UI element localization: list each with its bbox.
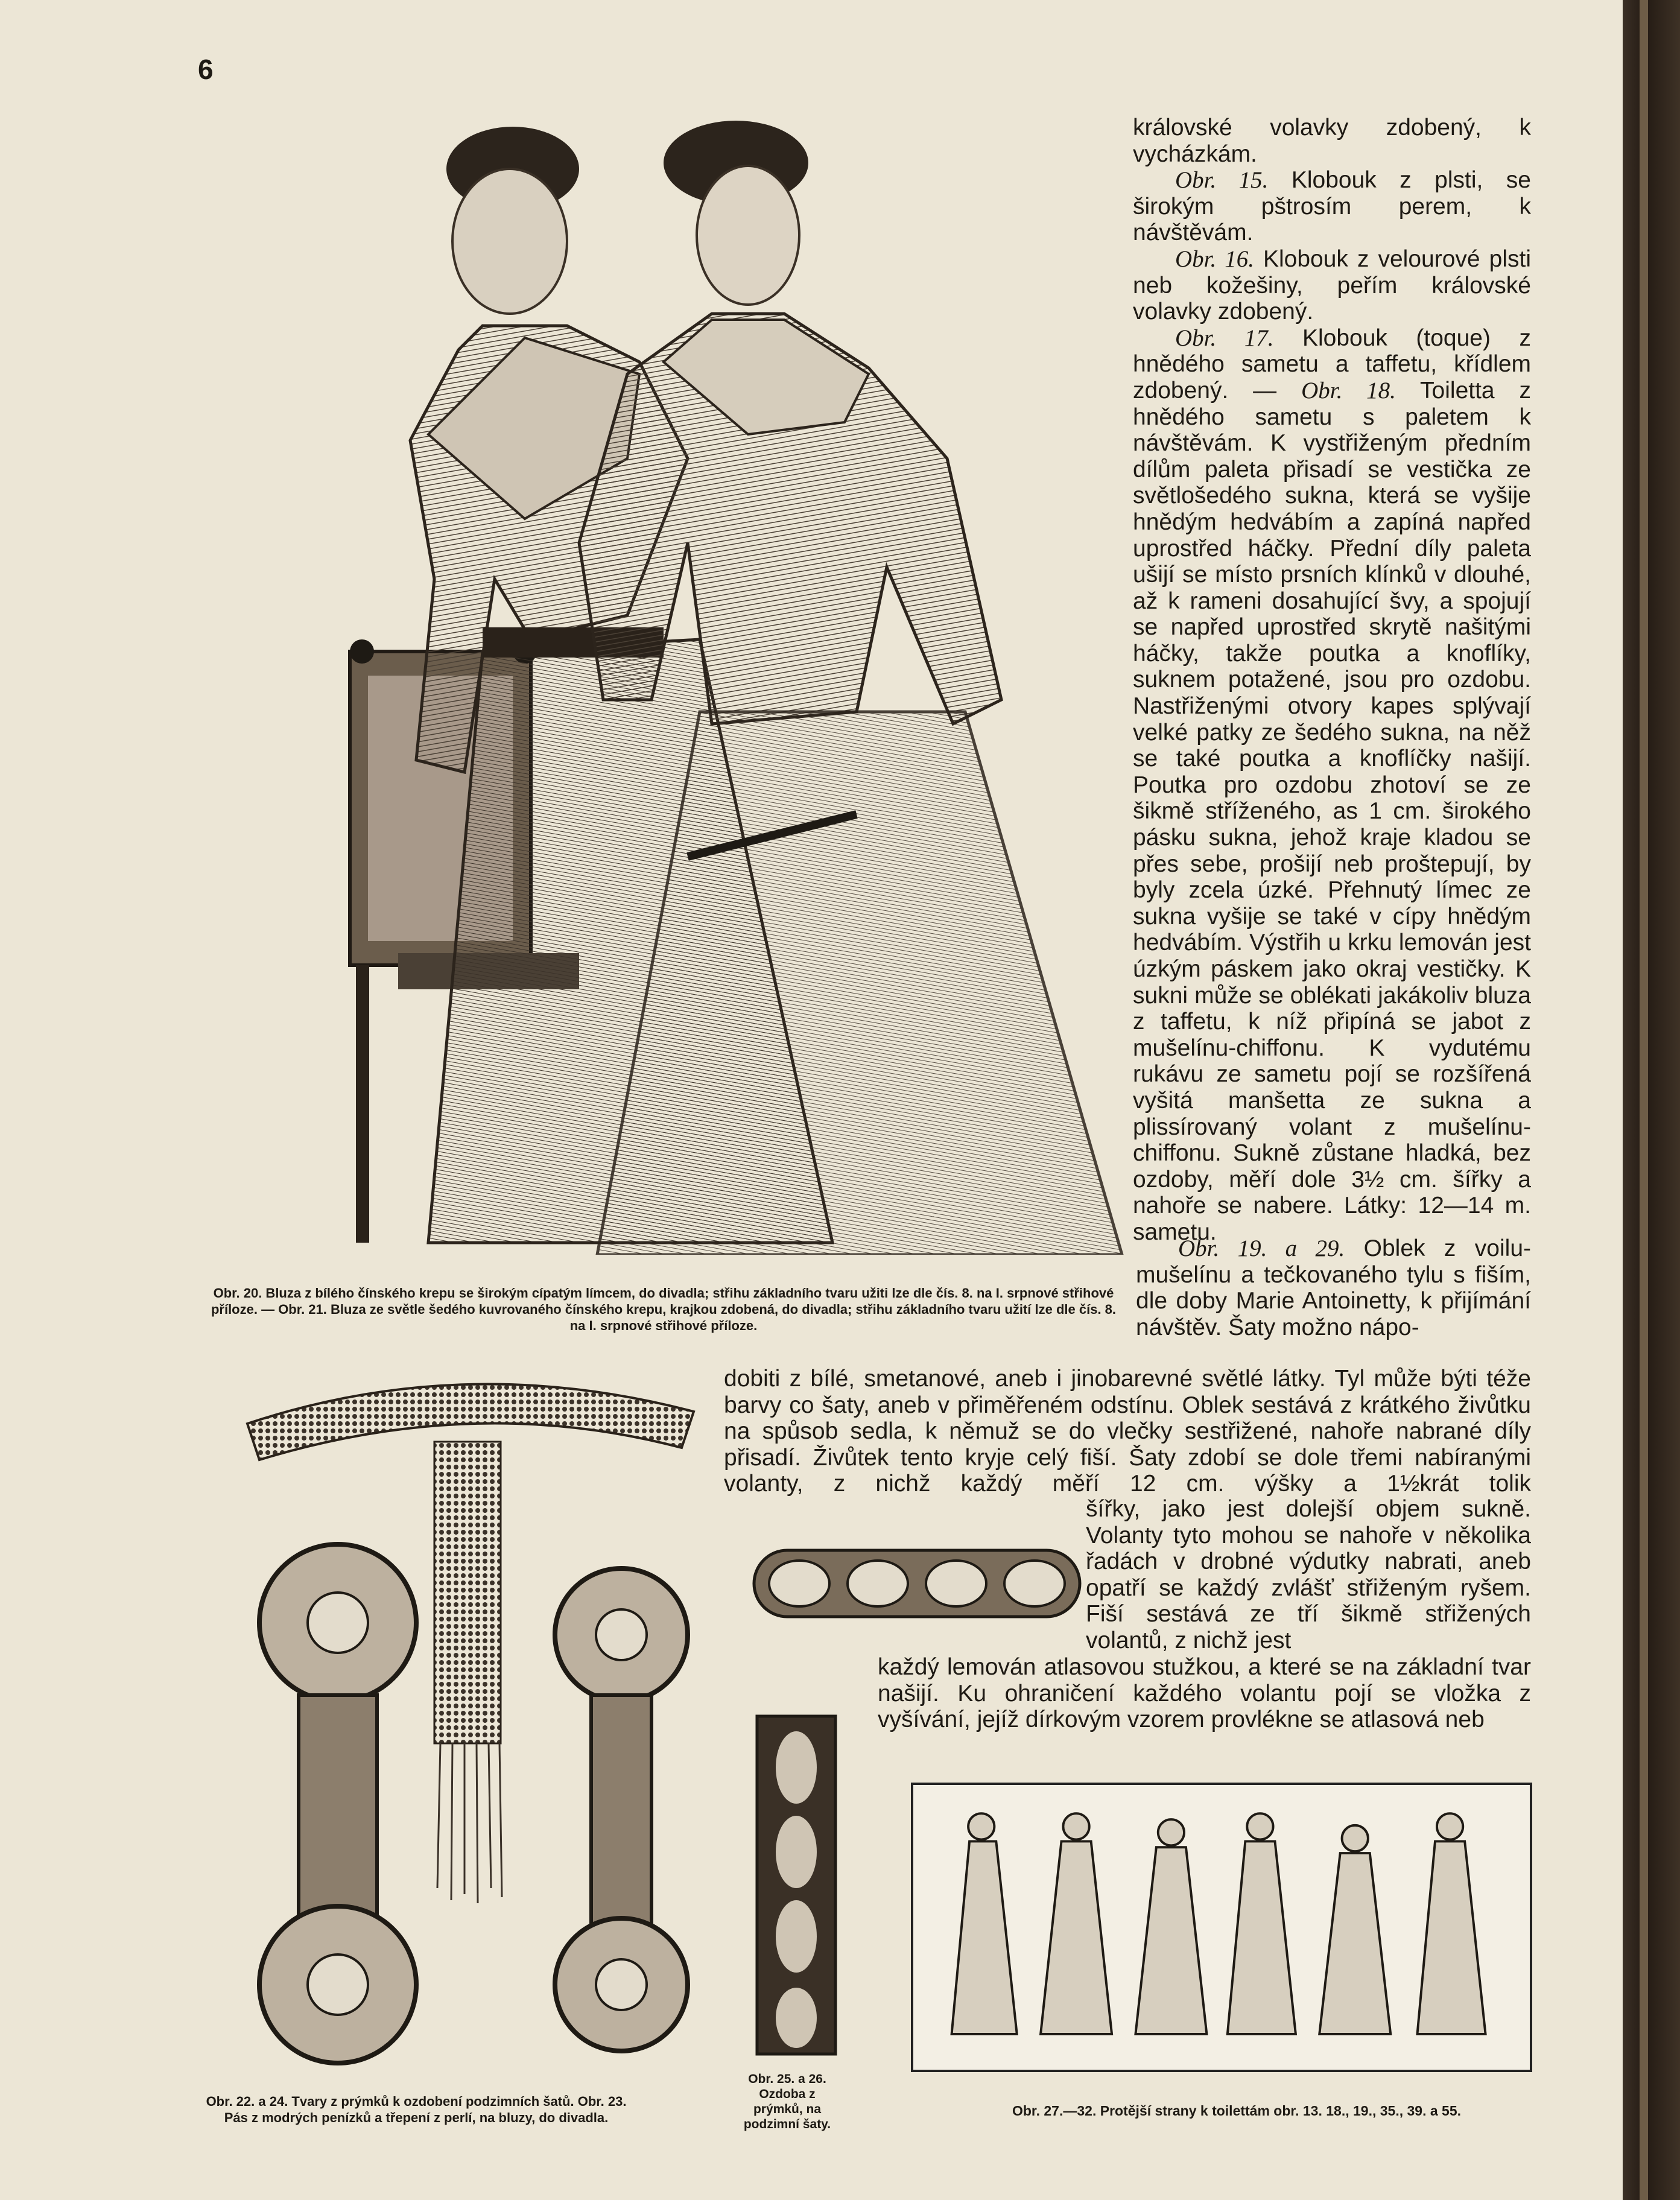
medallion-left-drawing [259,1544,416,2063]
right-column-text [1133,115,1531,1246]
figure-ref: Obr. 15. [1175,167,1269,194]
paragraph: Obr. 16. Klobouk z velourové plsti neb kožešiny, peřím královské volavky zdobený. [1133,246,1531,325]
frieze-figure-6 [1418,1813,1486,2034]
frieze-figure-5 [1319,1825,1390,2034]
caption-figures-27-32: Obr. 27.—32. Protější strany k toilettám obr. 13. 18., 19., 35., 39. a 55. [1012,2103,1462,2119]
frieze-figure-4 [1228,1813,1296,2034]
medallion-right-drawing [555,1568,688,2051]
paragraph: Obr. 17. Klobouk (toque) z hnědého sametu a taffetu, křídlem zdobený. — Obr. 18. Toiletta z hnědého sametu s paletem k návštěvám. K vystřiženým předním dílům paleta přisadí se vestička ze světlošedého sukna, která se vyšije hnědým hedvábím a zapíná napřed uprostřed háčky. Přední díly paleta ušijí se místo prsních klínků v dlouhé, až k rameni dosahující švy, a spojují se napřed uprostřed skrytě našitými háčky, takže poutka a knoflíky, suknem potažené, jsou pro ozdobu. Nastřiženými otvory kapes splývají velké patky ze šedého sukna, na něž se také poutka a knoflíčky našijí. Poutka pro ozdobu zhotoví se ze šikmě stříženého, as 1 cm. širokého pásku sukna, jehož kraje kladou se přes sebe, prošijí neb proštepují, by byly zcela úzké. Přehnutý límec ze sukna vyšije se také v cípy hnědým hedvábím. Výstřih u krku lemován jest úzkým páskem jako okraj vestičky. K sukni může se oblékati jakákoliv bluza z taffetu, k níž připíná se jabot z mušelínu-chiffonu. K vydutému rukávu ze sametu pojí se rozšířená vyšitá manšetta ze sukna a plissírovaný volant z mušelínu-chiffonu. Sukně zůstane hladká, bez ozdoby, měří dole 3½ cm. šířky a nahoře se nabere. Látky: 12—14 m. sametu. [1133,325,1531,1245]
page-number: 6 [198,54,214,85]
illustration-six-toilettes [911,1783,1532,2072]
caption-figures-22-24: Obr. 22. a 24. Tvary z prýmků k ozdobení podzimních šatů. Obr. 23. Pás z modrých penízků a třepení z perlí, na bluzy, do divadla. [206,2094,627,2125]
paragraph: Obr. 15. Klobouk z plsti, se širokým pštrosím perem, k návštěvám. [1133,167,1531,246]
right-column-text-continued [1136,1235,1531,1340]
figure-ref: Obr. 19. a 29. [1178,1235,1345,1261]
wide-text-block: dobiti z bílé, smetanové, aneb i jinobarevné světlé látky. Tyl může býti téže barvy co šaty, aneb v přiměřeném odstínu. Oblek sestává z krátkého živůtku na spůsob sedla, k němuž se do vlečky sestřižené, nahoře nabrané díly přisadí. Živůtek tento kryje celý fiší. Šaty zdobí se dole třemi nabíranými volanty, z nichž každý měří 12 cm. výšky a 1½krát tolik [724,1366,1531,1497]
caption-figures-20-21: Obr. 20. Bluza z bílého čínského krepu se širokým cípatým límcem, do divadla; střihu základního tvaru užiti lze dle čís. 8. na I. srpnové střihové příloze. — Obr. 21. Bluza ze světle šedého kuvrovaného čínského krepu, krajkou zdobená, do divadla; střihu základního tvaru užití lze dle čís. 8. na I. srpnové střihové příloze. [211,1285,1117,1333]
caption-figure-number: Obr. 25. a 26. [748,2072,826,2086]
illustration-vertical-trim [754,1713,838,2057]
paragraph: Obr. 19. a 29. Oblek z voilu-mušelínu a tečkovaného tylu s fiším, dle doby Marie Antoinetty, k přijímání návštěv. Šaty možno nápo- [1136,1235,1531,1340]
caption-figures-25-26 [739,2072,835,2132]
paragraph: královské volavky zdobený, k vycházkám. [1133,115,1531,167]
figure-ref: Obr. 18. [1301,377,1396,404]
frieze-figure-2 [1041,1813,1112,2034]
book-spine [1623,0,1680,2200]
illustration-belt-and-medallions [235,1369,718,2081]
illustration-oval-trim [748,1538,1086,1629]
frieze-figure-1 [952,1813,1017,2034]
figure-ref: Obr. 16. [1175,246,1254,272]
figure-ref: Obr. 17. [1175,325,1274,351]
wide-text-block-3: každý lemován atlasovou stužkou, a které se na základní tvar našijí. Ku ohraničení každého volantu pojí se vložka z vyšívání, jejíž dírkovým vzorem provlékne se atlasová neb [878,1654,1531,1733]
illustration-two-blouses [326,121,1128,1255]
wide-text-block-2: šířky, jako jest dolejší objem sukně. Volanty tyto mohou se nahoře v několika řadách v drobné výdutky nabrati, aneb opatří se každý zvlášť střiženým ryšem. Fiší sestává ze tří šikmě střižených volantů, z nichž jest [1086,1496,1531,1653]
caption-figure-text: Ozdoba z prýmků, na podzimní šaty. [743,2087,831,2131]
frieze-figure-3 [1135,1819,1206,2034]
spine-edge [1640,0,1648,2200]
